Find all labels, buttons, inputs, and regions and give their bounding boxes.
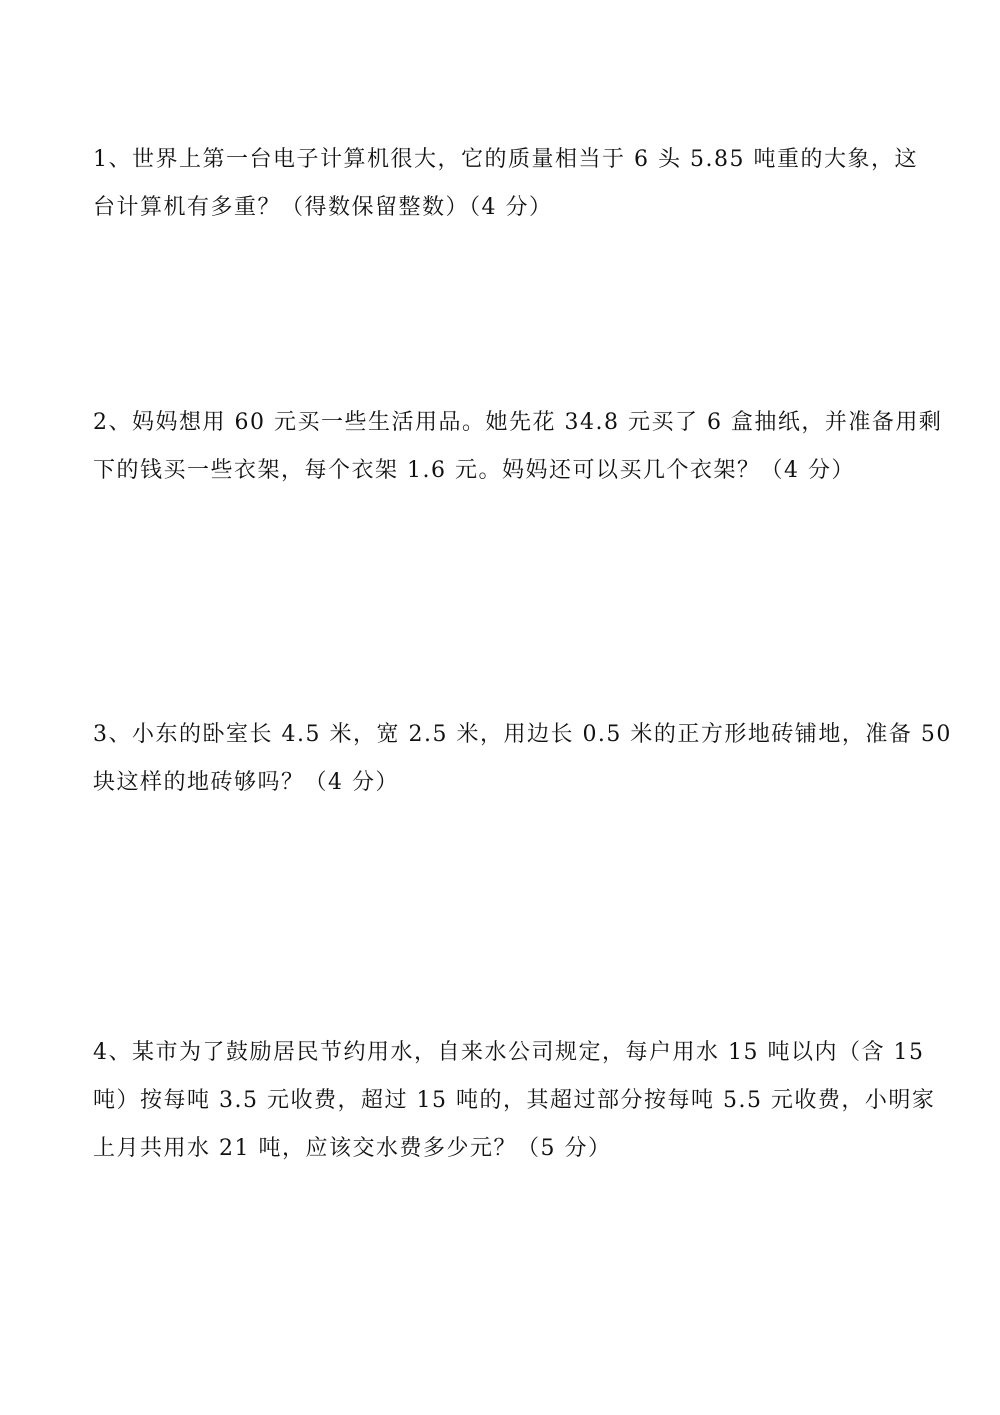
question-3-line-1: 3、小东的卧室长 4.5 米，宽 2.5 米，用边长 0.5 米的正方形地砖铺地，准备 50 bbox=[93, 722, 952, 747]
question-1 bbox=[93, 148, 923, 220]
question-4 bbox=[93, 1040, 936, 1161]
question-1-line-2: 台计算机有多重？（得数保留整数）（4 分） bbox=[93, 195, 553, 220]
question-2-line-1: 2、妈妈想用 60 元买一些生活用品。她先花 34.8 元买了 6 盒抽纸，并准备用剩 bbox=[93, 410, 943, 435]
question-4-line-1: 4、某市为了鼓励居民节约用水，自来水公司规定，每户用水 15 吨以内（含 15 bbox=[93, 1040, 925, 1065]
question-3 bbox=[93, 722, 952, 795]
question-4-line-2: 吨）按每吨 3.5 元收费，超过 15 吨的，其超过部分按每吨 5.5 元收费，小明家 bbox=[93, 1088, 936, 1113]
question-1-line-1: 1、世界上第一台电子计算机很大，它的质量相当于 6 头 5.85 吨重的大象，这 bbox=[93, 147, 918, 172]
question-4-line-3: 上月共用水 21 吨，应该交水费多少元？（5 分） bbox=[93, 1136, 612, 1161]
question-3-line-2: 块这样的地砖够吗？（4 分） bbox=[93, 770, 399, 795]
question-2 bbox=[93, 410, 943, 483]
question-2-line-2: 下的钱买一些衣架，每个衣架 1.6 元。妈妈还可以买几个衣架？（4 分） bbox=[93, 458, 855, 483]
